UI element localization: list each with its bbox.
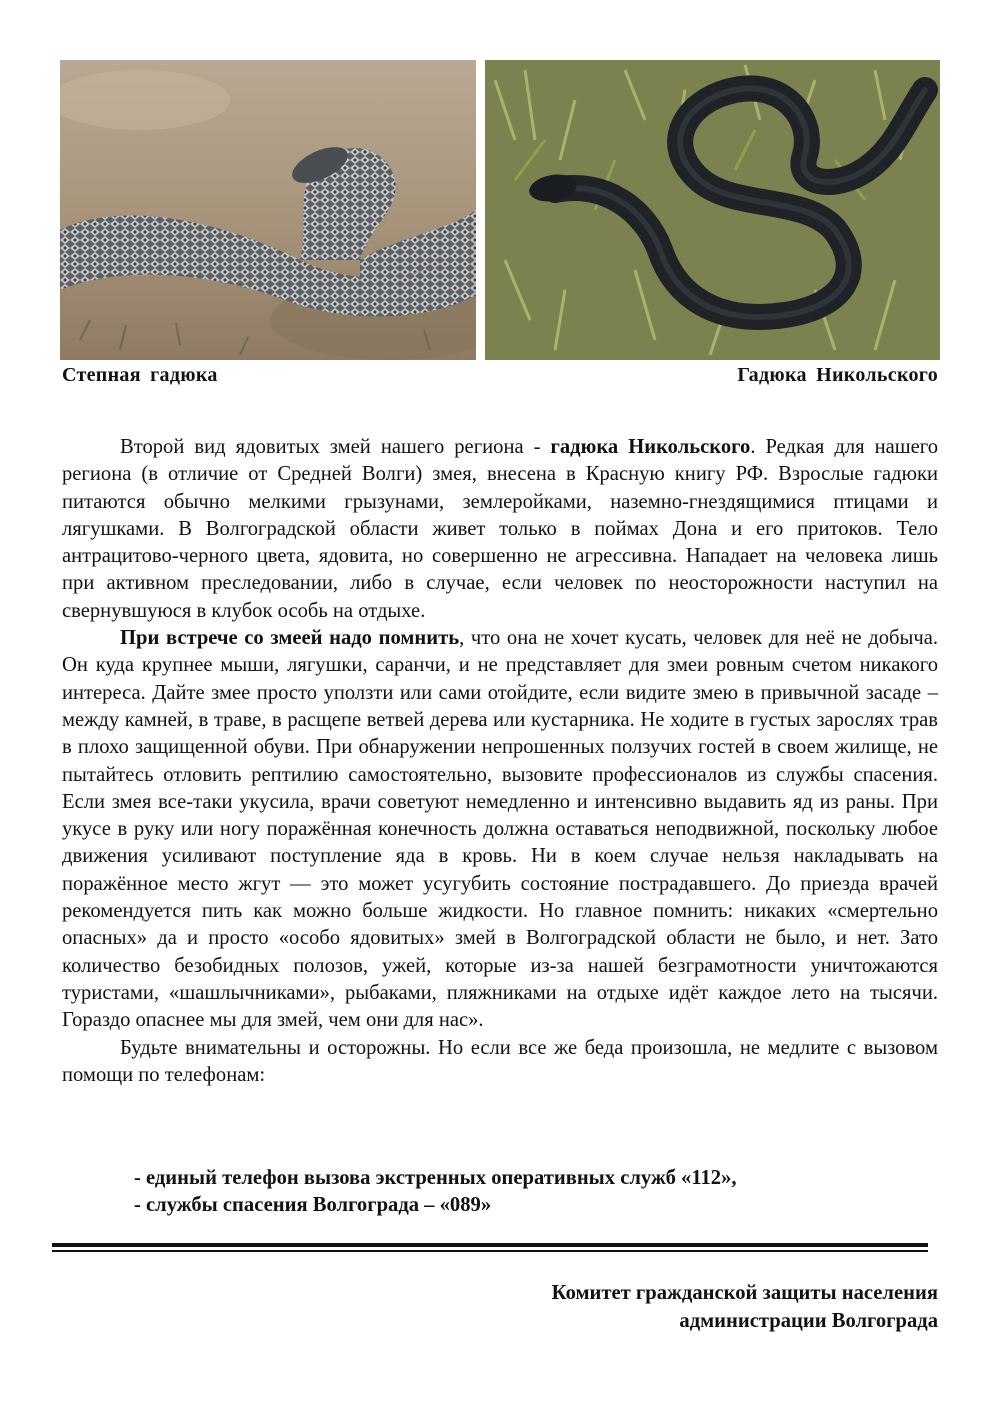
- nikolsky-viper-image: [485, 60, 940, 360]
- paragraph-encounter-lead: При встрече со змеей надо помнить: [120, 627, 460, 650]
- phone-list: [134, 1165, 737, 1220]
- steppe-viper-image: [60, 60, 476, 360]
- nikolsky-viper-caption: Гадюка Никольского: [737, 364, 938, 386]
- steppe-viper-photo: [60, 60, 476, 360]
- double-rule-divider: [52, 1243, 928, 1255]
- paragraph-nikolsky-rest: . Редкая для нашего региона (в отличие от Средней Волги) змея, внесена в Красную книгу РФ. Взрослые гадюки питаются обычно мелкими грызунами, землеройками, наземно-гнездящимися птицами и лягушками. В Волгоградской области живет только в поймах Дона и его притоков. Тело антрацитово-черного цвета, ядовита, но совершенно не агрессивна. Нападает на человека лишь при активном преследовании, либо в случае, если человек по неосторожности наступил на свернувшуюся в клубок особь на отдыхе.: [62, 436, 938, 622]
- paragraph-nikolsky-intro: Второй вид ядовитых змей нашего региона -: [120, 436, 551, 458]
- steppe-viper-caption: Степная гадюка: [62, 364, 218, 386]
- paragraph-encounter-rest: , что она не хочет кусать, человек для неё не добыча. Он куда крупнее мыши, лягушки, саранчи, и не представляет для змеи ровным счетом никакого интереса. Дайте змее просто уползти или сами отойдите, если видите змею в привычной засаде – между камней, в траве, в расщепе ветвей дерева или кустарника. Не ходите в густых зарослях трав в плохо защищенной обуви. При обнаружении непрошенных ползучих гостей в своем жилище, не пытайтесь отловить рептилию самостоятельно, вызовите профессионалов из службы спасения. Если змея все-таки укусила, врачи советуют немедленно и интенсивно выдавить яд из раны. При укусе в руку или ногу поражённая конечность должна оставаться неподвижной, поскольку любое движения усиливают поступление яда в кровь. Ни в коем случае нельзя накладывать на поражённое место жгут — это может усугубить состояние пострадавшего. До приезда врачей рекомендуется пить как можно больше жидкости. Но главное помнить: никаких «смертельно опасных» да и просто «особо ядовитых» змей в Волгоградской области не было, и нет. Зато количество безобидных полозов, ужей, которые из-за нашей безграмотности уничтожаются туристами, «шашлычниками», рыбаками, пляжниками на отдыхе идёт каждое лето на тысячи. Гораздо опаснее мы для змей, чем они для нас».: [62, 627, 938, 1032]
- phone-item-089: - службы спасения Волгограда – «089»: [134, 1194, 492, 1217]
- signature-block: [552, 1280, 938, 1335]
- phone-item-112: - единый телефон вызова экстренных оперативных служб «112»,: [134, 1167, 737, 1189]
- nikolsky-viper-photo: [485, 60, 940, 360]
- article-body: [62, 434, 938, 1089]
- signature-line-2: администрации Волгограда: [679, 1309, 938, 1332]
- divider-thick-line: [52, 1243, 928, 1247]
- paragraph-call-help: Будьте внимательны и осторожны. Но если все же беда произошла, не медлите с вызовом помощи по телефонам:: [62, 1036, 938, 1086]
- paragraph-nikolsky-species: гадюка Никольского: [550, 436, 751, 458]
- signature-line-1: Комитет гражданской защиты населения: [551, 1282, 938, 1304]
- paragraph-encounter: [62, 625, 938, 1034]
- divider-thin-line: [52, 1250, 928, 1252]
- photos-row: [60, 60, 940, 360]
- paragraph-nikolsky: [62, 434, 938, 625]
